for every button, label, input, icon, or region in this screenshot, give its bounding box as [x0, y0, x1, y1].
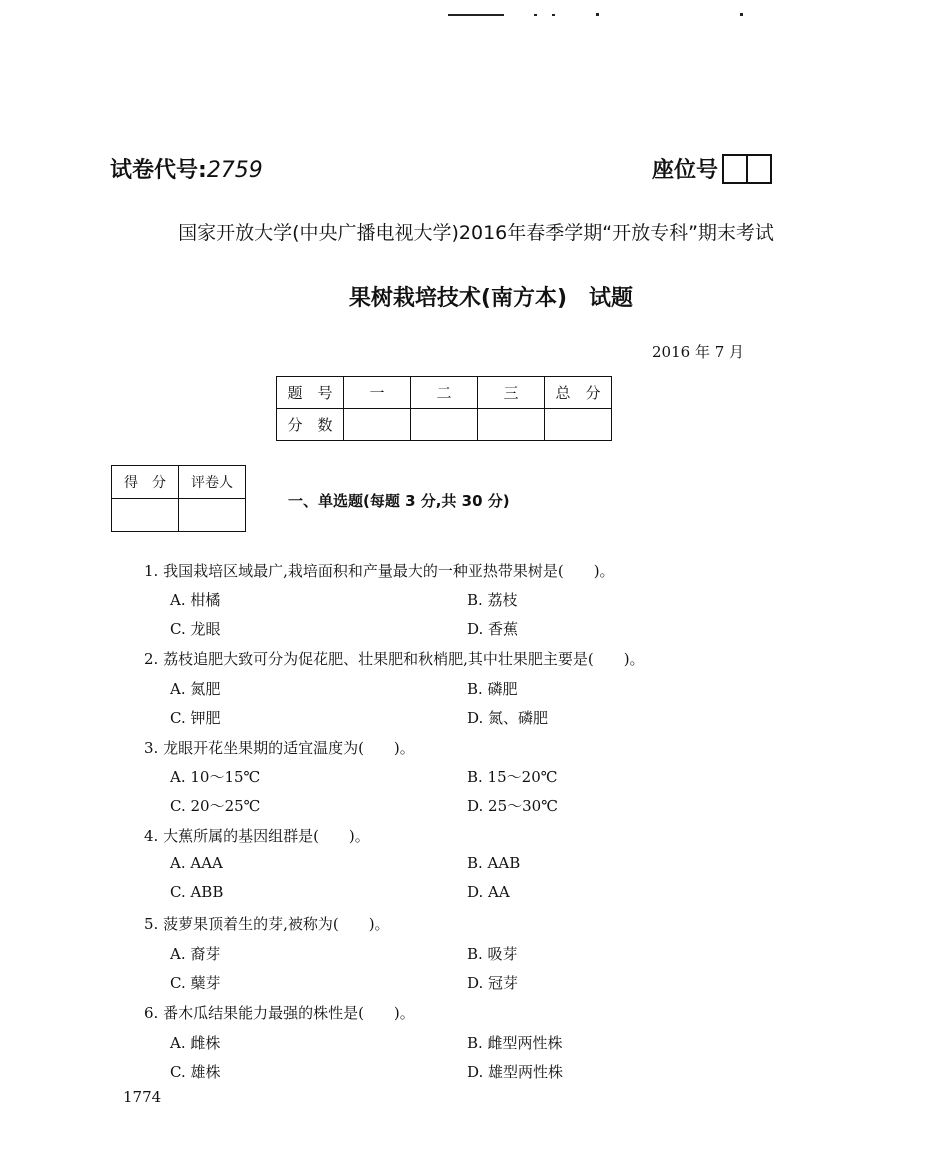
page-title-subject: 果树栽培技术(南方本): [348, 286, 568, 311]
question-option: B. AAB: [467, 854, 521, 872]
page-title: [0, 281, 952, 312]
question-text: 4. 大蕉所属的基因组群是( )。: [144, 827, 370, 845]
question-text: 5. 菠萝果顶着生的芽,被称为( )。: [144, 915, 390, 933]
question-option: C. ABB: [170, 883, 224, 901]
seat-number-label: 座位号: [652, 158, 719, 183]
score-table-cell: 题 号: [277, 377, 344, 409]
paper-code: [110, 153, 263, 184]
scan-mark: [552, 14, 555, 16]
score-table-header-row: [277, 377, 612, 409]
grader-table-cell: 评卷人: [179, 466, 246, 499]
question-option: B. 吸芽: [467, 945, 518, 963]
question-option: C. 20～25℃: [170, 797, 261, 815]
question-option: B. 15～20℃: [467, 768, 558, 786]
question-option: C. 龙眼: [170, 620, 221, 638]
score-table-cell: 一: [344, 377, 411, 409]
question-option: D. 冠芽: [467, 974, 519, 992]
score-table-cell: 分 数: [277, 409, 344, 441]
seat-number-box[interactable]: [722, 154, 772, 184]
question-option: D. 氮、磷肥: [467, 709, 549, 727]
question-option: A. 10～15℃: [170, 768, 261, 786]
question-text: 3. 龙眼开花坐果期的适宜温度为( )。: [144, 739, 415, 757]
question-option: B. 荔枝: [467, 591, 518, 609]
grader-table-input-row: [112, 499, 246, 532]
question-option: A. 柑橘: [170, 591, 221, 609]
grader-table: [111, 465, 246, 532]
score-table-score-row: [277, 409, 612, 441]
score-table: [276, 376, 612, 441]
score-table-cell: 二: [411, 377, 478, 409]
question-option: D. 香蕉: [467, 620, 519, 638]
question-option: B. 磷肥: [467, 680, 518, 698]
score-input-cell[interactable]: [478, 409, 545, 441]
exam-date: 2016 年 7 月: [652, 343, 745, 361]
page-number: 1774: [123, 1088, 162, 1106]
scan-mark: [740, 13, 743, 16]
score-table-cell: 总 分: [545, 377, 612, 409]
score-table-cell: 三: [478, 377, 545, 409]
section-heading: 一、单选题(每题 3 分,共 30 分): [288, 492, 510, 510]
score-input-cell[interactable]: [411, 409, 478, 441]
question-option: D. 25～30℃: [467, 797, 558, 815]
question-option: A. 裔芽: [170, 945, 221, 963]
question-option: C. 蘖芽: [170, 974, 221, 992]
paper-code-value: 2759: [206, 158, 263, 183]
question-option: C. 雄株: [170, 1063, 221, 1081]
seat-number: [652, 153, 772, 184]
scan-mark: [596, 13, 599, 16]
scan-mark: [534, 14, 537, 16]
score-input-cell[interactable]: [344, 409, 411, 441]
question-option: D. AA: [467, 883, 510, 901]
page-title-suffix: 试题: [589, 286, 634, 311]
question-option: B. 雌型两性株: [467, 1034, 563, 1052]
question-option: A. 氮肥: [170, 680, 221, 698]
question-text: 1. 我国栽培区域最广,栽培面积和产量最大的一种亚热带果树是( )。: [144, 562, 615, 580]
exam-subtitle: 国家开放大学(中央广播电视大学)2016年春季学期“开放专科”期末考试: [178, 222, 774, 244]
scan-mark: [448, 14, 504, 16]
question-option: D. 雄型两性株: [467, 1063, 564, 1081]
question-option: A. 雌株: [170, 1034, 221, 1052]
question-text: 6. 番木瓜结果能力最强的株性是( )。: [144, 1004, 415, 1022]
grader-table-cell: 得 分: [112, 466, 179, 499]
grader-score-cell[interactable]: [112, 499, 179, 532]
score-input-cell[interactable]: [545, 409, 612, 441]
question-text: 2. 荔枝追肥大致可分为促花肥、壮果肥和秋梢肥,其中壮果肥主要是( )。: [144, 650, 645, 668]
grader-name-cell[interactable]: [179, 499, 246, 532]
paper-code-label: 试卷代号:: [110, 158, 207, 183]
question-option: A. AAA: [170, 854, 223, 872]
question-option: C. 钾肥: [170, 709, 221, 727]
grader-table-header-row: [112, 466, 246, 499]
